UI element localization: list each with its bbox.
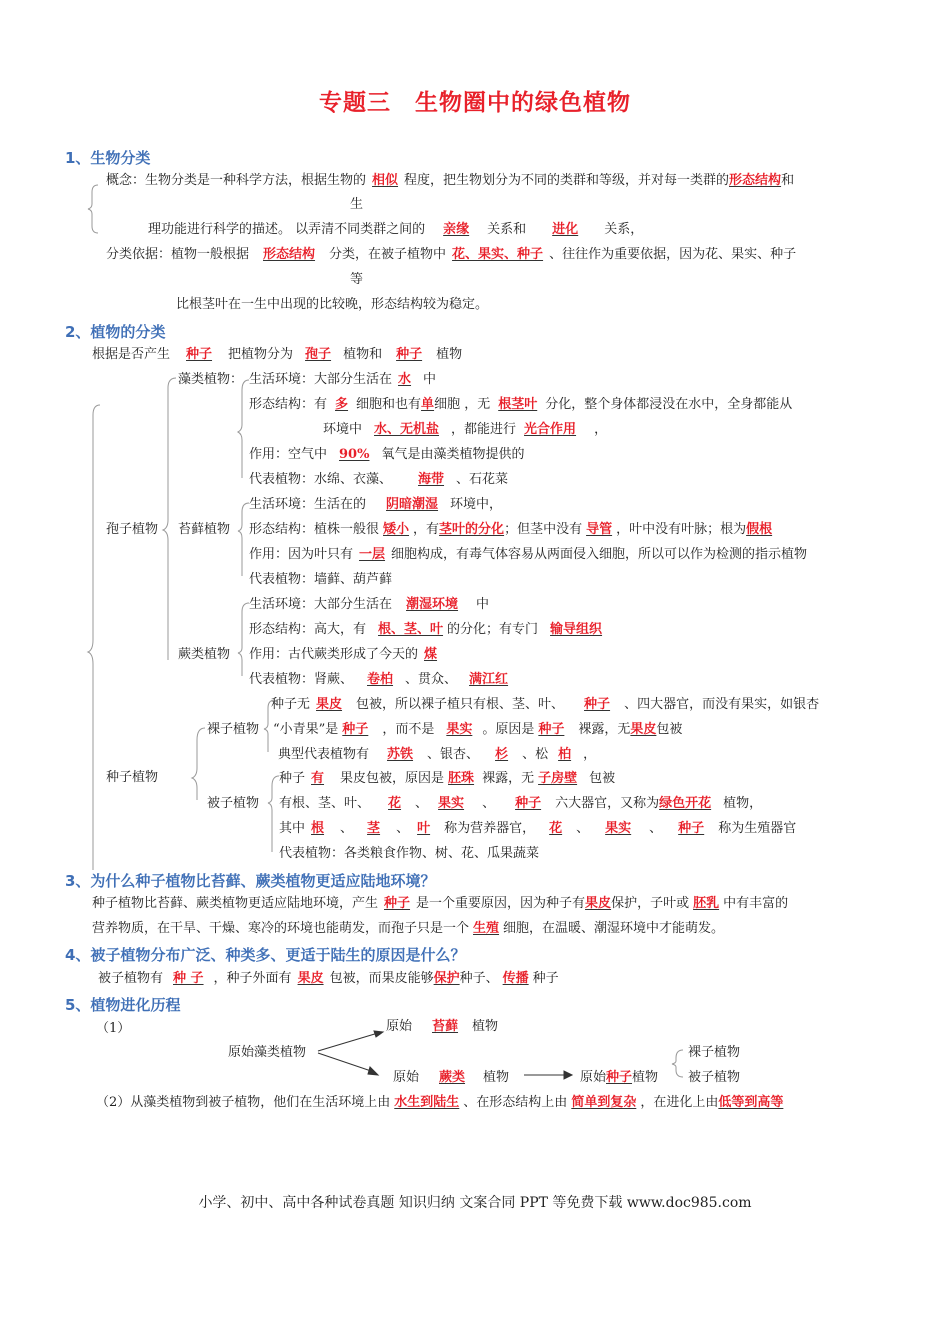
concept-line-3: 理功能进行科学的描述。 以弄清不同类群之间的 亲缘 关系和 进化 关系，: [148, 222, 644, 237]
angio-line-3: 其中 根 、 茎 、 叶 称为营养器官， 花 、 果实 、 种子 称为生殖器官: [279, 821, 797, 836]
gymno-line-3: 典型代表植物有 苏铁 、银杏、 杉 、松 柏 ，: [278, 747, 597, 762]
gymno-label: 裸子植物: [207, 722, 260, 737]
evo-seed: 原始种子植物: [580, 1070, 659, 1085]
classification-intro: 根据是否产生 种子 把植物分为 孢子 植物和 种子 植物: [92, 347, 463, 362]
gymno-line-2: “小青果”是 种子 ，而不是 果实 。原因是 种子 裸露，无果皮包被: [273, 722, 683, 737]
moss-env: 生活环境：生活在的 阴暗潮湿 环境中，: [249, 497, 503, 512]
s5-part-1-label: （1）: [96, 1021, 131, 1036]
algae-env: 生活环境：大部分生活在 水 中: [249, 372, 437, 387]
s3-line-1: 种子植物比苔藓、蕨类植物更适应陆地环境，产生 种子 是一个重要原因，因为种子有果皮保护，子叶或 胚乳 中有丰富的: [92, 896, 789, 911]
fern-rep: 代表植物：肾蕨、 卷柏 、贯众、 满江红: [249, 672, 509, 687]
concept-line-2: 生: [350, 197, 364, 212]
evo-angio: 被子植物: [688, 1070, 741, 1085]
angio-line-2: 有根、茎、叶、 花 、 果实 、 种子 六大器官，又称为绿色开花 植物，: [279, 796, 763, 811]
algae-form-2: 环境中 水、无机盐 ，都能进行 光合作用 ，: [323, 422, 608, 437]
angio-line-1: 种子 有 果皮包被，原因是 胚珠 裸露，无 子房壁 包被: [279, 771, 616, 786]
section-2-heading: 2、植物的分类: [65, 323, 166, 341]
concept-line-1: 概念：生物分类是一种科学方法，根据生物的 相似 程度，把生物划分为不同的类群和等级，并对每一类群的形态结构和: [106, 173, 795, 188]
moss-rep: 代表植物：墙藓、葫芦藓: [249, 572, 393, 587]
basis-line-1: 分类依据：植物一般根据 形态结构 分类，在被子植物中 花、果实、种子 、往往作为重要依据，因为花、果实、种子: [106, 247, 797, 262]
evo-gymno: 裸子植物: [688, 1045, 741, 1060]
basis-line-3: 比根茎叶在一生中出现的比较晚，形态结构较为稳定。: [176, 297, 489, 312]
algae-use: 作用：空气中 90% 氧气是由藻类植物提供的: [249, 447, 525, 462]
basis-line-2: 等: [350, 272, 364, 287]
gymno-line-1: 种子无 果皮 包被，所以裸子植只有根、茎、叶、 种子 、四大器官，而没有果实，如银杏: [271, 697, 820, 712]
spore-plants-label: 孢子植物: [106, 522, 159, 537]
algae-rep: 代表植物：水绵、衣藻、 海带 、石花菜: [249, 472, 509, 487]
s4-line: 被子植物有 种 子 ，种子外面有 果皮 包被，而果皮能够保护种子、 传播 种子: [98, 971, 559, 986]
angio-label: 被子植物: [207, 796, 260, 811]
section-4-heading: 4、被子植物分布广泛、种类多、更适于陆生的原因是什么？: [65, 946, 466, 964]
moss-form: 形态结构：植株一般很 矮小 ，有茎叶的分化；但茎中没有 导管 ，叶中没有叶脉；根为假根: [249, 522, 773, 537]
evo-fern: 原始 蕨类 植物: [393, 1070, 510, 1085]
s3-line-2: 营养物质，在干旱、干燥、寒冷的环境也能萌发，而孢子只是一个 生殖 细胞，在温暖、潮湿环境中才能萌发。: [92, 921, 725, 936]
fern-use: 作用：古代蕨类形成了今天的 煤: [249, 647, 438, 662]
section-1-heading: 1、生物分类: [65, 149, 151, 167]
moss-use: 作用：因为叶只有 一层 细胞构成，有毒气体容易从两面侵入细胞，所以可以作为检测的指示植物: [249, 547, 808, 562]
footer: 小学、初中、高中各种试卷真题 知识归纳 文案合同 PPT 等免费下载 www.doc985.com: [198, 1195, 752, 1211]
fern-label: 蕨类植物: [178, 647, 231, 662]
fern-form: 形态结构：高大，有 根、茎、叶 的分化；有专门 输导组织: [249, 622, 603, 637]
page-title: 专题三 生物圈中的绿色植物: [319, 90, 631, 116]
angio-line-4: 代表植物：各类粮食作物、树、花、瓜果蔬菜: [279, 846, 540, 861]
algae-form-1: 形态结构：有 多 细胞和也有单细胞 ，无 根茎叶 分化，整个身体都浸没在水中，全身都能从: [249, 397, 793, 412]
section-5-heading: 5、植物进化历程: [65, 996, 181, 1014]
evo-moss: 原始 苔藓 植物: [386, 1019, 499, 1034]
s5-part-2: （2）从藻类植物到被子植物，他们在生活环境上由 水生到陆生 、在形态结构上由 简单到复杂 ，在进化上由低等到高等: [96, 1095, 784, 1110]
moss-label: 苔藓植物: [178, 522, 231, 537]
evo-algae: 原始藻类植物: [228, 1045, 307, 1060]
algae-label: 藻类植物：: [178, 372, 244, 387]
fern-env: 生活环境：大部分生活在 潮湿环境 中: [249, 597, 490, 612]
seed-plants-label: 种子植物: [106, 770, 159, 785]
section-3-heading: 3、为什么种子植物比苔藓、蕨类植物更适应陆地环境？: [65, 872, 436, 890]
